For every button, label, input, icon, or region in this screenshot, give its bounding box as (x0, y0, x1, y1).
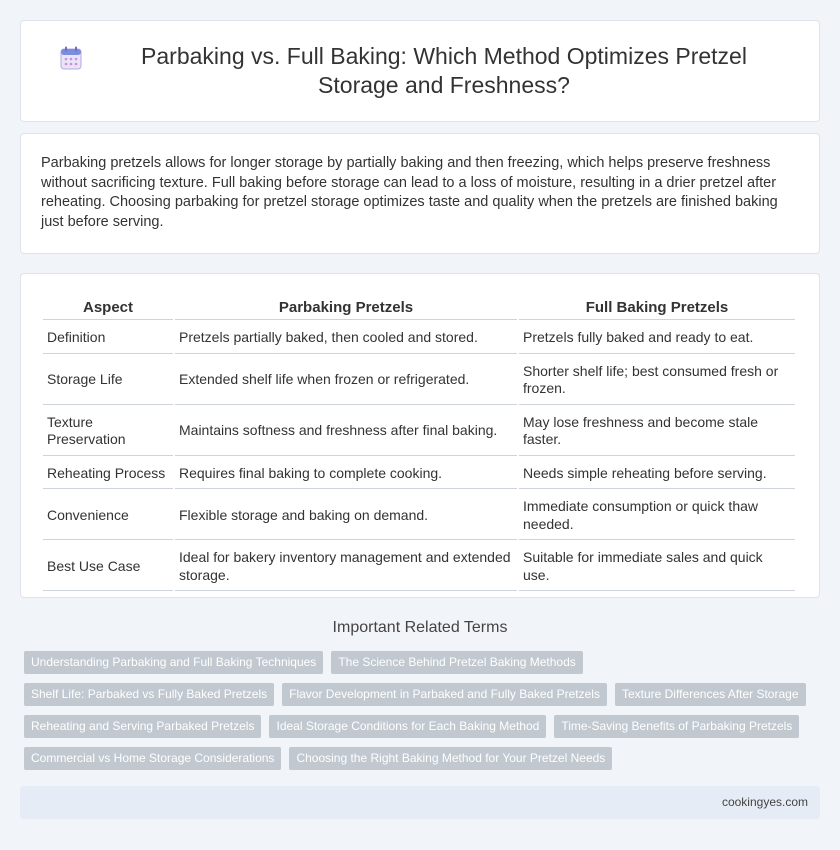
related-term-tag[interactable]: Time-Saving Benefits of Parbaking Pretzels (554, 715, 799, 738)
header-aspect: Aspect (43, 294, 173, 320)
tag-row (24, 715, 820, 738)
row-full-baking: Pretzels fully baked and ready to eat. (519, 322, 795, 354)
row-aspect: Texture Preservation (43, 407, 173, 456)
related-term-tag[interactable]: Commercial vs Home Storage Considerations (24, 747, 281, 770)
row-parbaking: Ideal for bakery inventory management and extended storage. (175, 542, 517, 591)
table-row (43, 322, 795, 354)
title-wrap (60, 42, 780, 100)
footer (20, 786, 820, 819)
row-full-baking: Suitable for immediate sales and quick use. (519, 542, 795, 591)
table-row (43, 407, 795, 456)
table-row (43, 458, 795, 490)
row-parbaking: Requires final baking to complete cooking. (175, 458, 517, 490)
related-term-tag[interactable]: Reheating and Serving Parbaked Pretzels (24, 715, 261, 738)
row-full-baking: May lose freshness and become stale faster. (519, 407, 795, 456)
header-parbaking: Parbaking Pretzels (175, 294, 517, 320)
header-full-baking: Full Baking Pretzels (519, 294, 795, 320)
tag-row (24, 747, 820, 770)
tag-row (24, 683, 820, 706)
related-term-tag[interactable]: Flavor Development in Parbaked and Fully Baked Pretzels (282, 683, 607, 706)
table-row (43, 542, 795, 591)
table-header-row (43, 294, 795, 320)
row-aspect: Definition (43, 322, 173, 354)
intro-card (20, 133, 820, 254)
row-parbaking: Maintains softness and freshness after final baking. (175, 407, 517, 456)
row-parbaking: Flexible storage and baking on demand. (175, 491, 517, 540)
row-parbaking: Extended shelf life when frozen or refrigerated. (175, 356, 517, 405)
related-term-tag[interactable]: The Science Behind Pretzel Baking Methods (331, 651, 582, 674)
comparison-card (20, 273, 820, 598)
related-terms-list (24, 651, 820, 779)
intro-paragraph: Parbaking pretzels allows for longer storage by partially baking and then freezing, which helps preserve freshness without sacrificing texture. Full baking before storage can lead to a loss of moisture, resulting in a drier pretzel after reheating. Choosing parbaking for pretzel storage optimizes taste and quality when the pretzels are finished baking just before serving. (41, 155, 778, 230)
related-term-tag[interactable]: Choosing the Right Baking Method for Your Pretzel Needs (289, 747, 612, 770)
row-full-baking: Immediate consumption or quick thaw needed. (519, 491, 795, 540)
row-aspect: Reheating Process (43, 458, 173, 490)
table-row (43, 491, 795, 540)
row-full-baking: Shorter shelf life; best consumed fresh or frozen. (519, 356, 795, 405)
row-aspect: Best Use Case (43, 542, 173, 591)
site-credit[interactable]: cookingyes.com (721, 795, 808, 809)
tag-row (24, 651, 820, 674)
title-card (20, 20, 820, 122)
row-parbaking: Pretzels partially baked, then cooled and stored. (175, 322, 517, 354)
comparison-table (41, 292, 797, 593)
related-term-tag[interactable]: Texture Differences After Storage (615, 683, 806, 706)
related-terms-heading: Important Related Terms (332, 619, 508, 636)
row-aspect: Storage Life (43, 356, 173, 405)
row-full-baking: Needs simple reheating before serving. (519, 458, 795, 490)
table-row (43, 356, 795, 405)
related-term-tag[interactable]: Shelf Life: Parbaked vs Fully Baked Pretzels (24, 683, 274, 706)
page-title: Parbaking vs. Full Baking: Which Method Optimizes Pretzel Storage and Freshness? (141, 43, 747, 98)
calendar-icon (60, 46, 82, 70)
related-term-tag[interactable]: Ideal Storage Conditions for Each Baking Method (269, 715, 546, 738)
related-term-tag[interactable]: Understanding Parbaking and Full Baking Techniques (24, 651, 323, 674)
row-aspect: Convenience (43, 491, 173, 540)
